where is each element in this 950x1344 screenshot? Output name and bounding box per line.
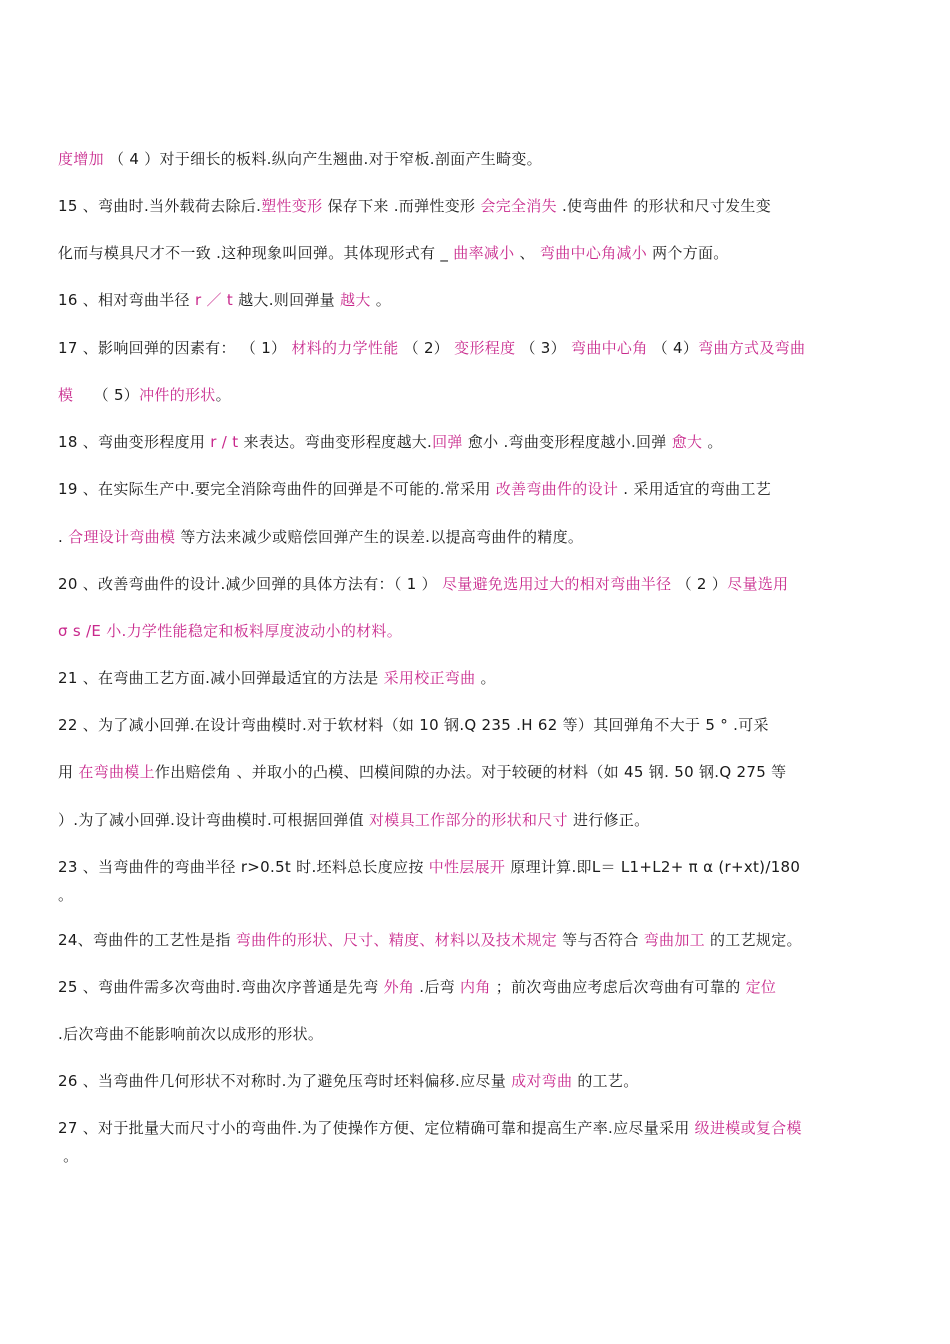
text-segment: 愈小 .弯曲变形程度越小.回弹 bbox=[462, 433, 672, 451]
text-segment: 。 bbox=[702, 433, 723, 451]
text-line bbox=[58, 976, 918, 998]
text-segment: 作出赔偿角 、并取小的凸模、凹模间隙的办法。对于较硬的材料（如 45 钢. 50 钢.Q 275 等 bbox=[154, 763, 787, 781]
text-line bbox=[58, 195, 918, 217]
highlighted-answer: 合理设计弯曲模 bbox=[68, 528, 176, 546]
text-segment: 保存下来 .而弹性变形 bbox=[322, 197, 481, 215]
text-line bbox=[58, 884, 918, 906]
highlighted-answer: 变形程度 bbox=[454, 339, 516, 357]
text-segment: 等方法来减少或赔偿回弹产生的误差.以提高弯曲件的精度。 bbox=[175, 528, 584, 546]
text-segment: .后弯 bbox=[414, 978, 461, 996]
text-segment: 23 、当弯曲件的弯曲半径 r>0.5t 时.坯料总长度应按 bbox=[58, 858, 429, 876]
text-line bbox=[58, 148, 918, 170]
text-segment: 。 bbox=[370, 291, 392, 309]
text-segment: 20 、改善弯曲件的设计.减少回弹的具体方法有：（ 1 ） bbox=[58, 575, 442, 593]
highlighted-answer: 材料的力学性能 bbox=[291, 339, 399, 357]
text-segment: 27 、对于批量大而尺寸小的弯曲件.为了使操作方便、定位精确可靠和提高生产率.应尽量采用 bbox=[58, 1119, 695, 1137]
highlighted-answer: 越大 bbox=[340, 291, 371, 309]
text-segment: 。 bbox=[475, 669, 496, 687]
text-line bbox=[58, 620, 918, 642]
text-segment: . 采用适宜的弯曲工艺 bbox=[618, 480, 772, 498]
highlighted-answer: 度增加 bbox=[58, 150, 109, 168]
text-segment: 的形状和尺寸发生变 bbox=[633, 197, 772, 215]
text-line bbox=[58, 1023, 918, 1045]
text-line bbox=[58, 573, 918, 595]
text-segment: 等与否符合 bbox=[557, 931, 644, 949]
text-segment: （ 2 ） bbox=[671, 575, 728, 593]
highlighted-answer: 级进模或复合模 bbox=[694, 1119, 802, 1137]
highlighted-answer: r / t bbox=[210, 433, 239, 451]
text-segment: 的工艺规定。 bbox=[704, 931, 802, 949]
highlighted-answer: 采用校正弯曲 bbox=[383, 669, 476, 687]
text-line bbox=[58, 761, 918, 783]
text-line bbox=[58, 526, 918, 548]
highlighted-answer: 弯曲加工 bbox=[643, 931, 705, 949]
text-segment: 。 bbox=[58, 1147, 79, 1165]
highlighted-answer: 愈大 bbox=[671, 433, 703, 451]
highlighted-answer: 弯曲中心角减小 bbox=[539, 244, 648, 262]
highlighted-answer: 冲件的形状 bbox=[139, 386, 216, 404]
highlighted-answer: 对模具工作部分的形状和尺寸 bbox=[368, 811, 568, 829]
text-segment: （ 3） bbox=[515, 339, 572, 357]
text-segment: 化而与模具尺才不一致 .这种现象叫回弹。其体现形式有 _ bbox=[58, 244, 454, 262]
text-line bbox=[58, 289, 918, 311]
text-line bbox=[58, 1070, 918, 1092]
text-segment: 用 bbox=[58, 763, 79, 781]
highlighted-answer: 外角 bbox=[383, 978, 415, 996]
text-segment: 15 、弯曲时.当外载荷去除后. bbox=[58, 197, 262, 215]
text-segment: 25 、弯曲件需多次弯曲时.弯曲次序普通是先弯 bbox=[58, 978, 384, 996]
highlighted-answer: 回弹 bbox=[432, 433, 463, 451]
text-segment: 的工艺。 bbox=[572, 1072, 639, 1090]
highlighted-answer: 会完全消失 bbox=[480, 197, 557, 215]
highlighted-answer: 尽量避免选用过大的相对弯曲半径 bbox=[441, 575, 672, 593]
highlighted-answer: 塑性变形 bbox=[261, 197, 323, 215]
text-line bbox=[58, 809, 918, 831]
text-segment: 24、弯曲件的工艺性是指 bbox=[58, 931, 236, 949]
highlighted-answer: 中性层展开 bbox=[428, 858, 506, 876]
text-segment: 22 、为了减小回弹.在设计弯曲模时.对于软材料（如 10 钢.Q 235 .H 62 等）其回弹角不大于 5 ° .可采 bbox=[58, 716, 769, 734]
text-segment: .后次弯曲不能影响前次以成形的形状。 bbox=[58, 1025, 324, 1043]
text-line bbox=[58, 1117, 918, 1139]
highlighted-answer: 内角 bbox=[460, 978, 491, 996]
text-segment: . bbox=[58, 528, 69, 546]
highlighted-answer: σ s /E 小.力学性能稳定和板料厚度波动小的材料。 bbox=[58, 622, 403, 640]
highlighted-answer: 弯曲件的形状、尺寸、精度、材料以及技术规定 bbox=[235, 931, 558, 949]
highlighted-answer: 成对弯曲 bbox=[511, 1072, 573, 1090]
text-segment: 越大.则回弹量 bbox=[233, 291, 341, 309]
highlighted-answer: 定位 bbox=[745, 978, 777, 996]
text-segment: 原理计算.即L＝ L1+L2+ π α (r+xt)/180 bbox=[505, 858, 801, 876]
text-line bbox=[58, 856, 918, 878]
text-line bbox=[58, 431, 918, 453]
text-segment: （ 4） bbox=[647, 339, 699, 357]
text-line bbox=[58, 929, 918, 951]
text-segment: （ 4 ）对于细长的板料.纵向产生翘曲.对于窄板.剖面产生畸变。 bbox=[108, 150, 542, 168]
text-segment: ）.为了减小回弹.设计弯曲模时.可根据回弹值 bbox=[58, 811, 369, 829]
text-segment: 。 bbox=[58, 886, 74, 904]
text-segment: 进行修正。 bbox=[567, 811, 650, 829]
text-line bbox=[58, 478, 918, 500]
text-segment: 21 、在弯曲工艺方面.减小回弹最适宜的方法是 bbox=[58, 669, 384, 687]
text-segment: （ 2） bbox=[398, 339, 455, 357]
highlighted-answer: 曲率减小 bbox=[453, 244, 515, 262]
highlighted-answer: 模 bbox=[58, 386, 74, 404]
text-segment: 、 bbox=[514, 244, 540, 262]
highlighted-answer: 尽量选用 bbox=[727, 575, 789, 593]
text-segment: （ 5） bbox=[73, 386, 140, 404]
text-segment: 16 、相对弯曲半径 bbox=[58, 291, 195, 309]
text-segment: 19 、在实际生产中.要完全消除弯曲件的回弹是不可能的.常采用 bbox=[58, 480, 496, 498]
highlighted-answer: 改善弯曲件的设计 bbox=[495, 480, 619, 498]
text-line bbox=[58, 714, 918, 736]
highlighted-answer: 弯曲方式及弯曲 bbox=[698, 339, 806, 357]
text-segment: 两个方面。 bbox=[647, 244, 729, 262]
highlighted-answer: r ／ t bbox=[194, 291, 234, 309]
text-segment: ；前次弯曲应考虑后次弯曲有可靠的 bbox=[490, 978, 746, 996]
text-line bbox=[58, 384, 918, 406]
text-segment: 来表达。弯曲变形程度越大. bbox=[238, 433, 433, 451]
text-segment: 26 、当弯曲件几何形状不对称时.为了避免压弯时坯料偏移.应尽量 bbox=[58, 1072, 512, 1090]
highlighted-answer: 弯曲中心角 bbox=[571, 339, 648, 357]
text-segment: 18 、弯曲变形程度用 bbox=[58, 433, 211, 451]
text-line bbox=[58, 667, 918, 689]
text-segment: 。 bbox=[215, 386, 231, 404]
highlighted-answer: 在弯曲模上 bbox=[78, 763, 155, 781]
text-line bbox=[58, 242, 918, 264]
text-line bbox=[58, 1145, 918, 1167]
text-segment: .使弯曲件 bbox=[556, 197, 634, 215]
text-line bbox=[58, 337, 918, 359]
text-segment: 17 、影响回弹的因素有： （ 1） bbox=[58, 339, 292, 357]
